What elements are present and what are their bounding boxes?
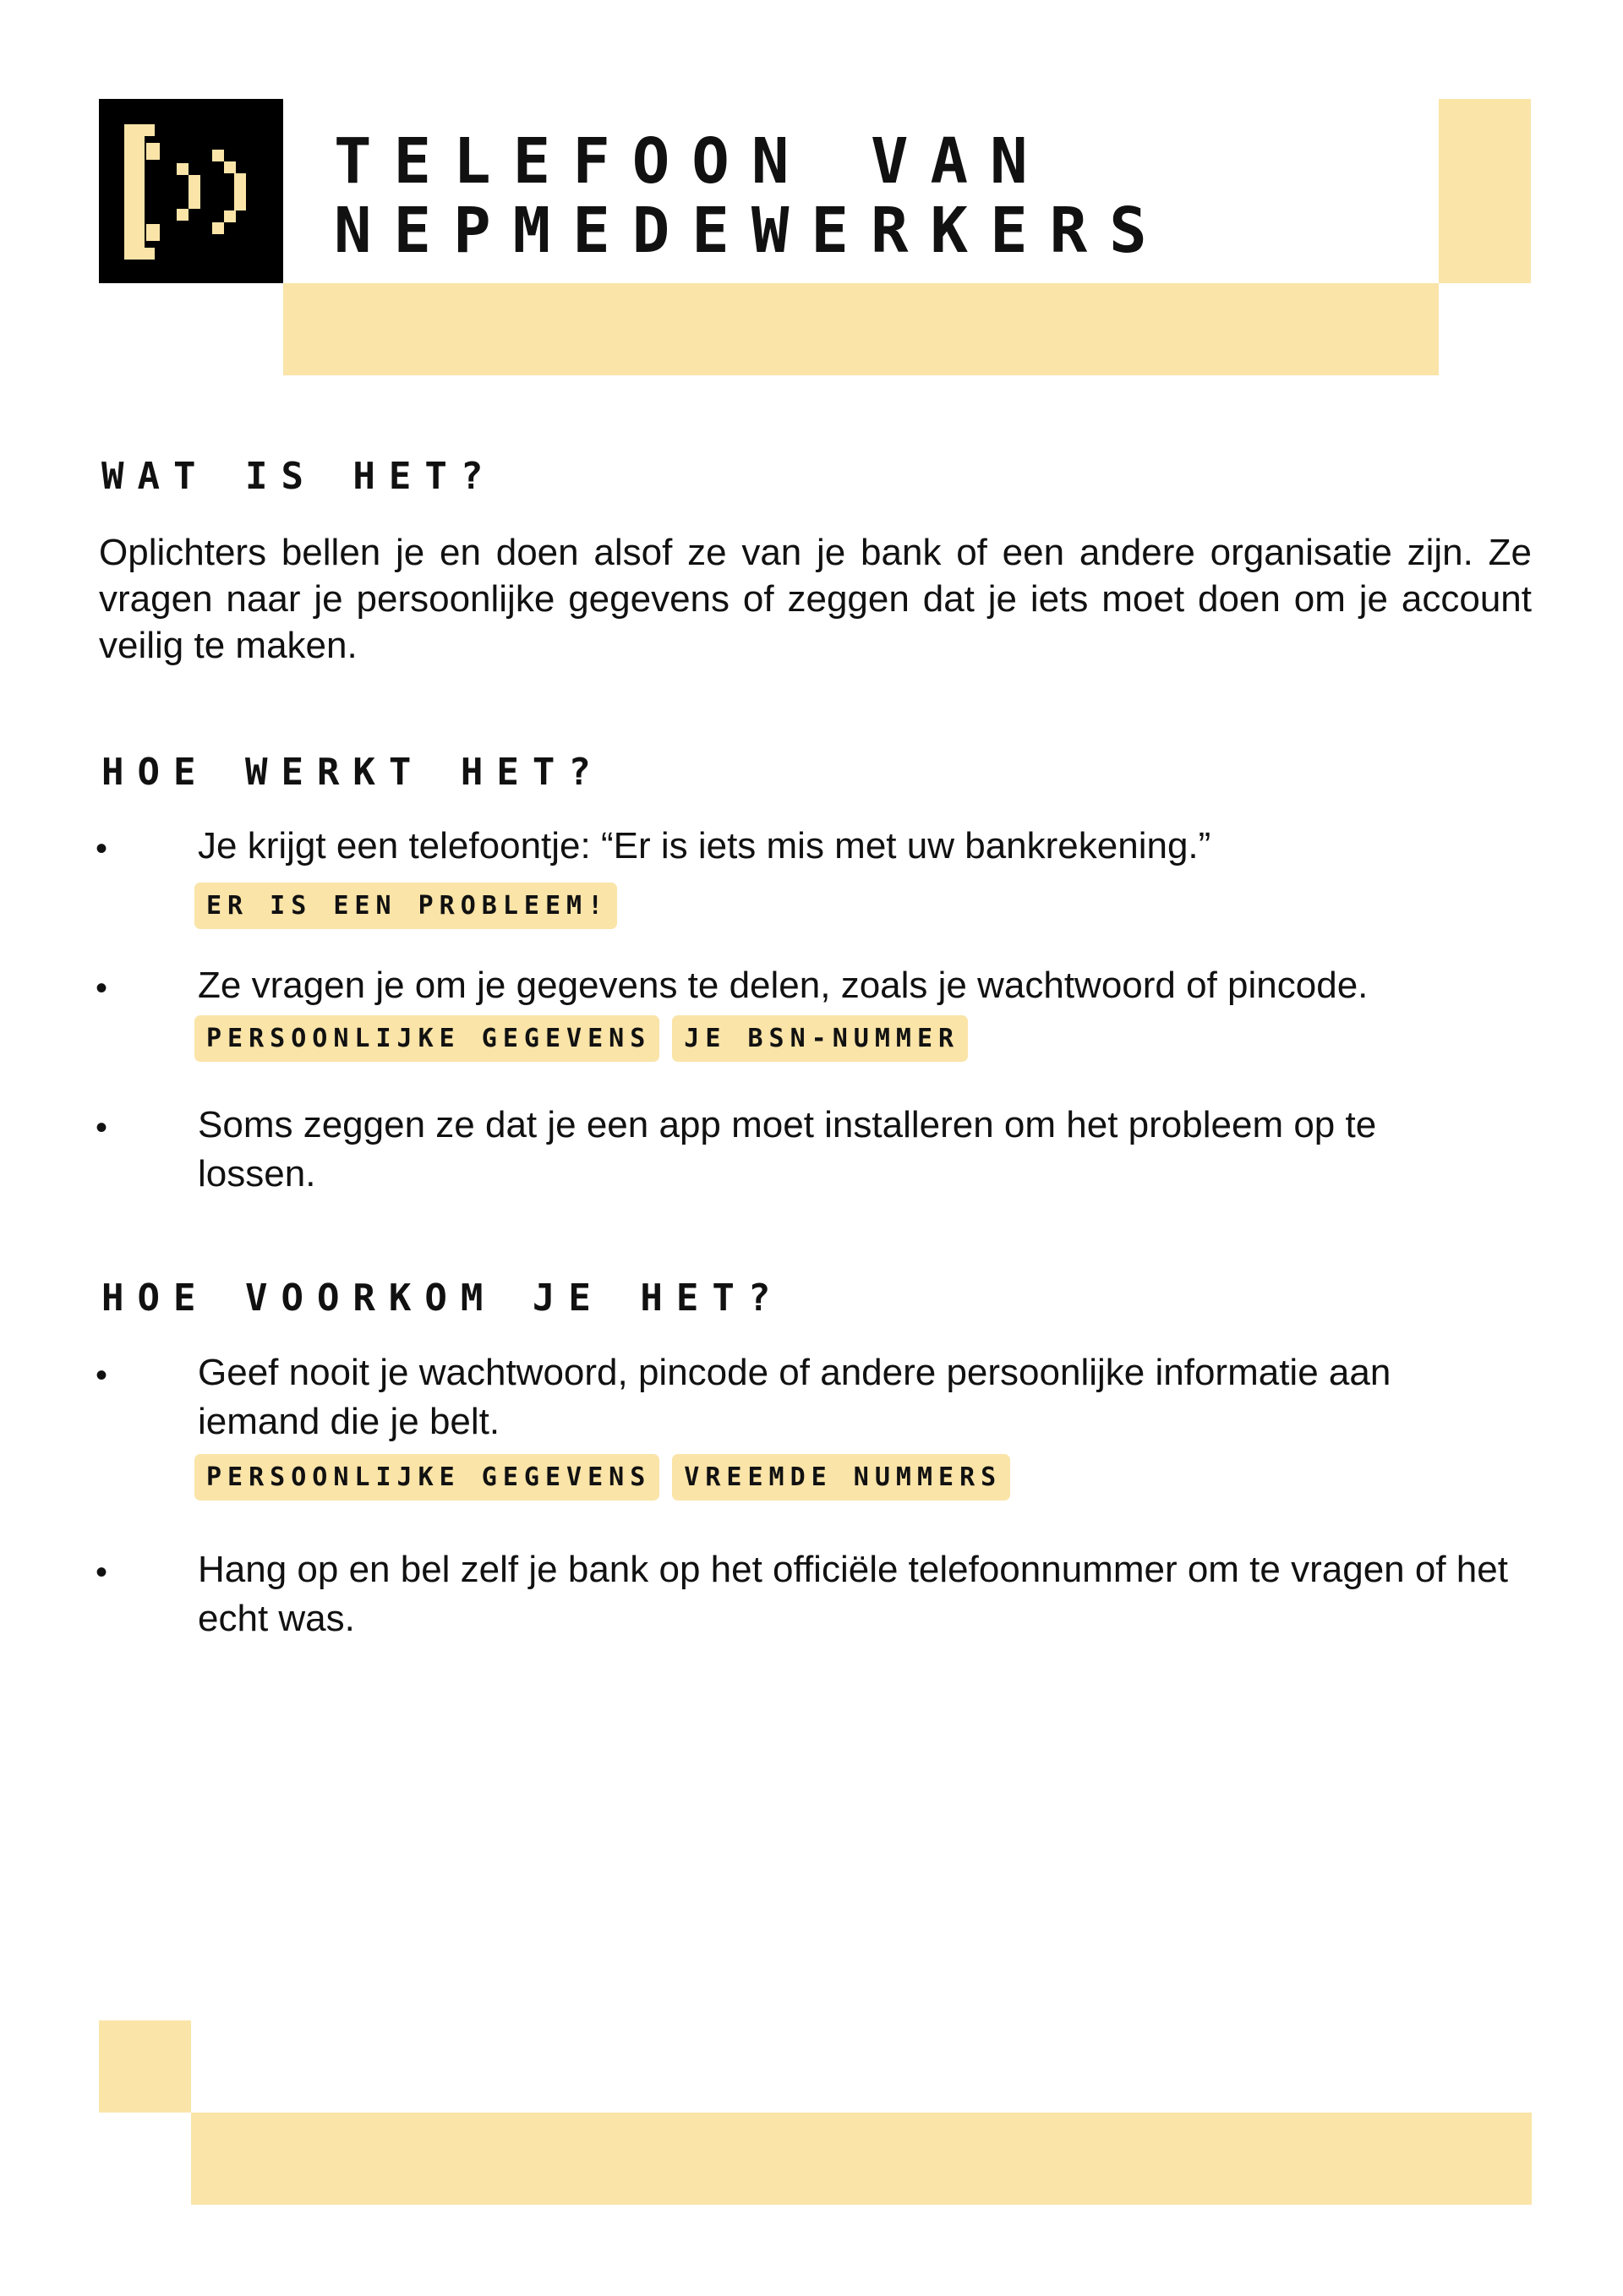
section-heading-how: HOE WERKT HET? bbox=[101, 751, 604, 794]
how-item-1-tags bbox=[194, 883, 617, 929]
section-body-what: Oplichters bellen je en doen alsof ze van je bank of een andere organisatie zijn. Ze vragen naar je persoonlijke gegevens of zeggen dat je iets moet doen om je account veilig te maken. bbox=[99, 532, 1532, 666]
how-item-3-text: Soms zeggen ze dat je een app moet installeren om het probleem op te lossen. bbox=[198, 1104, 1377, 1194]
page-title-line-2: NEPMEDEWERKERS bbox=[334, 194, 1169, 267]
tag-problem: ER IS EEN PROBLEEM! bbox=[194, 883, 617, 929]
how-item-1-text: Je krijgt een telefoontje: “Er is iets mis met uw bankrekening.” bbox=[198, 825, 1211, 866]
bullet-marker: • bbox=[96, 1554, 108, 1591]
decor-block-bottom-left bbox=[99, 2020, 191, 2113]
page-title-line-1: TELEFOON VAN bbox=[334, 125, 1050, 198]
phone-signal-icon bbox=[99, 99, 283, 283]
bullet-marker: • bbox=[96, 1357, 108, 1394]
tag-personal-data: PERSOONLIJKE GEGEVENS bbox=[194, 1454, 659, 1501]
how-item-2-tags bbox=[194, 1015, 968, 1062]
tag-personal-data: PERSOONLIJKE GEGEVENS bbox=[194, 1015, 659, 1062]
decor-block-top-right bbox=[1439, 99, 1531, 283]
section-heading-what: WAT IS HET? bbox=[101, 455, 497, 498]
logo bbox=[99, 99, 283, 283]
bullet-marker: • bbox=[96, 970, 108, 1007]
how-item-2-text: Ze vragen je om je gegevens te delen, zoals je wachtwoord of pincode. bbox=[198, 965, 1369, 1006]
decor-bar-bottom bbox=[191, 2113, 1532, 2205]
tag-strange-numbers: VREEMDE NUMMERS bbox=[672, 1454, 1010, 1501]
decor-bar-top bbox=[283, 283, 1439, 375]
bullet-marker: • bbox=[96, 830, 108, 867]
section-heading-prevent: HOE VOORKOM JE HET? bbox=[101, 1276, 784, 1320]
page-title bbox=[334, 127, 1169, 265]
bullet-marker: • bbox=[96, 1109, 108, 1146]
prevent-item-2-text: Hang op en bel zelf je bank op het officiële telefoonnummer om te vragen of het echt was. bbox=[198, 1549, 1508, 1639]
tag-bsn-number: JE BSN-NUMMER bbox=[672, 1015, 968, 1062]
prevent-item-1-tags bbox=[194, 1454, 1010, 1501]
prevent-item-1-text: Geef nooit je wachtwoord, pincode of andere persoonlijke informatie aan iemand die je belt. bbox=[198, 1352, 1391, 1442]
